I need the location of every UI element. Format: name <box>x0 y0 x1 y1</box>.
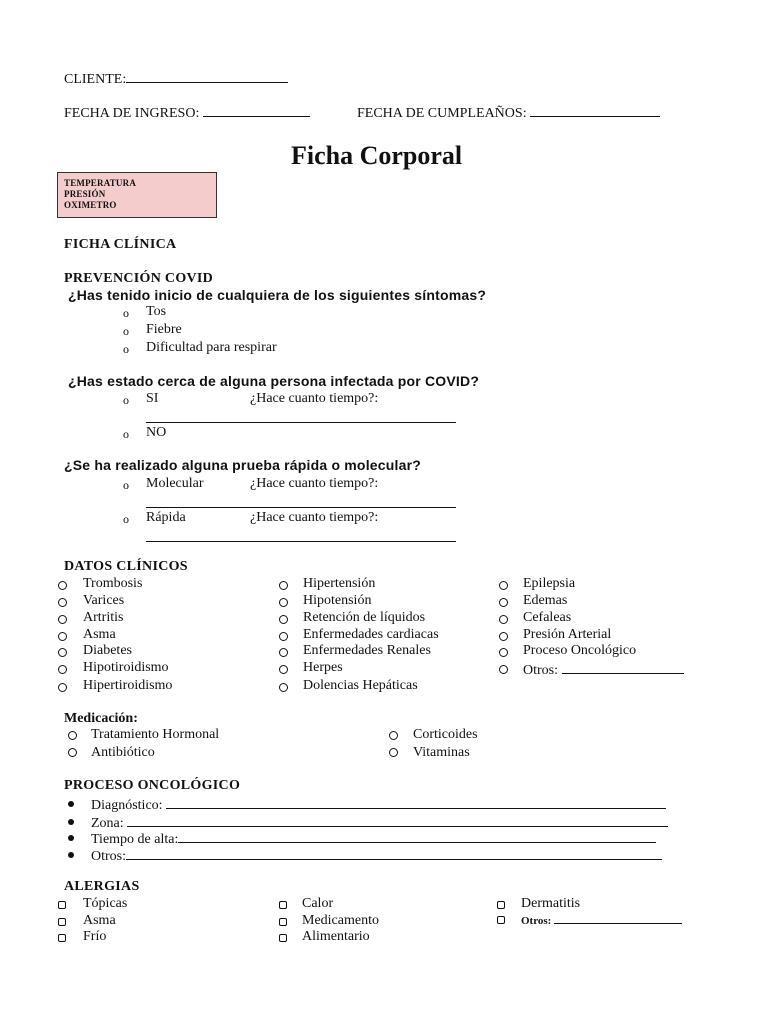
oncologico-line[interactable] <box>127 813 668 827</box>
datos-item: Epilepsia <box>523 576 576 591</box>
alergia-item: Asma <box>83 913 116 928</box>
checkbox-square-icon[interactable] <box>58 918 66 926</box>
checkbox-circle-icon[interactable] <box>68 731 77 740</box>
checkbox-square-icon[interactable] <box>497 916 505 924</box>
cliente-field[interactable] <box>64 69 288 88</box>
q2-option-no: NO <box>146 425 167 440</box>
fecha-cumple-line[interactable] <box>530 103 660 117</box>
checkbox-circle-icon[interactable] <box>58 683 67 692</box>
datos-item: Retención de líquidos <box>303 610 426 625</box>
otros-line[interactable] <box>554 912 682 924</box>
q3-hace-label: ¿Hace cuanto tiempo?: <box>250 476 379 491</box>
checkbox-circle-icon[interactable] <box>389 731 398 740</box>
checkbox-circle-icon[interactable] <box>58 632 67 641</box>
cliente-label: CLIENTE: <box>64 72 127 87</box>
checkbox-circle-icon[interactable] <box>499 648 508 657</box>
q3-molecular-line[interactable] <box>146 507 456 508</box>
circle-bullet-icon: o <box>123 478 129 492</box>
checkbox-circle-icon[interactable] <box>499 665 508 674</box>
checkbox-circle-icon[interactable] <box>279 581 288 590</box>
fecha-cumple-label: FECHA DE CUMPLEAÑOS: <box>357 106 527 121</box>
medicacion-item: Antibiótico <box>91 745 155 760</box>
datos-item: Enfermedades cardiacas <box>303 627 439 642</box>
datos-item: Herpes <box>303 660 343 675</box>
datos-clinicos-heading: DATOS CLÍNICOS <box>64 559 188 574</box>
vital-presion: PRESIÓN <box>64 189 106 199</box>
circle-bullet-icon: o <box>123 306 129 320</box>
covid-heading: PREVENCIÓN COVID <box>64 271 214 286</box>
q1-option: Tos <box>146 304 167 319</box>
q1-option: Fiebre <box>146 322 182 337</box>
checkbox-square-icon[interactable] <box>279 934 287 942</box>
circle-bullet-icon: o <box>123 342 129 356</box>
datos-item: Hipertiroidismo <box>83 678 173 693</box>
datos-item: Asma <box>83 627 116 642</box>
checkbox-circle-icon[interactable] <box>499 632 508 641</box>
ficha-clinica-heading: FICHA CLÍNICA <box>64 237 177 252</box>
datos-item: Enfermedades Renales <box>303 643 431 658</box>
q2-hace-label: ¿Hace cuanto tiempo?: <box>250 391 379 406</box>
checkbox-circle-icon[interactable] <box>499 598 508 607</box>
fecha-cumple-field[interactable] <box>357 103 660 122</box>
datos-item: Dolencias Hepáticas <box>303 678 418 693</box>
checkbox-circle-icon[interactable] <box>279 648 288 657</box>
checkbox-circle-icon[interactable] <box>279 615 288 624</box>
oncologico-label: Otros: <box>91 849 126 864</box>
oncologico-item <box>91 795 666 814</box>
otros-label: Otros: <box>521 915 552 927</box>
bullet-dot-icon <box>68 835 74 841</box>
checkbox-square-icon[interactable] <box>279 901 287 909</box>
q1-option: Dificultad para respirar <box>146 340 277 355</box>
circle-bullet-icon: o <box>123 393 129 407</box>
fecha-ingreso-field[interactable] <box>64 103 310 122</box>
checkbox-square-icon[interactable] <box>497 901 505 909</box>
circle-bullet-icon: o <box>123 512 129 526</box>
checkbox-circle-icon[interactable] <box>279 632 288 641</box>
datos-item: Diabetes <box>83 643 132 658</box>
oncologico-line[interactable] <box>126 846 662 860</box>
checkbox-square-icon[interactable] <box>58 901 66 909</box>
alergia-item: Calor <box>302 896 334 911</box>
otros-label: Otros: <box>523 663 558 678</box>
checkbox-circle-icon[interactable] <box>389 748 398 757</box>
datos-item: Proceso Oncológico <box>523 643 637 658</box>
medicacion-item: Corticoides <box>413 727 478 742</box>
oncologico-line[interactable] <box>178 829 656 843</box>
oncologico-label: Diagnóstico: <box>91 798 163 813</box>
oncologico-heading: PROCESO ONCOLÓGICO <box>64 778 241 793</box>
datos-item: Presión Arterial <box>523 627 612 642</box>
checkbox-circle-icon[interactable] <box>279 683 288 692</box>
cliente-line[interactable] <box>126 69 288 83</box>
datos-item: Hipotensión <box>303 593 372 608</box>
oncologico-line[interactable] <box>166 795 666 809</box>
bullet-dot-icon <box>68 801 74 807</box>
covid-q2: ¿Has estado cerca de alguna persona infectada por COVID? <box>68 373 480 389</box>
bullet-dot-icon <box>68 819 74 825</box>
checkbox-square-icon[interactable] <box>279 918 287 926</box>
fecha-ingreso-line[interactable] <box>203 103 310 117</box>
medicacion-item: Tratamiento Hormonal <box>91 727 220 742</box>
checkbox-circle-icon[interactable] <box>58 648 67 657</box>
alergia-otros <box>521 912 682 927</box>
page-title: Ficha Corporal <box>291 141 463 170</box>
alergia-item: Frío <box>83 929 107 944</box>
datos-item: Edemas <box>523 593 568 608</box>
checkbox-circle-icon[interactable] <box>58 665 67 674</box>
datos-item: Cefaleas <box>523 610 572 625</box>
checkbox-circle-icon[interactable] <box>279 665 288 674</box>
circle-bullet-icon: o <box>123 427 129 441</box>
alergia-item: Tópicas <box>83 896 128 911</box>
datos-item-otros <box>523 660 684 679</box>
checkbox-circle-icon[interactable] <box>58 615 67 624</box>
q2-answer-line[interactable] <box>146 422 456 423</box>
oncologico-label: Tiempo de alta: <box>91 832 179 847</box>
q3-rapida-line[interactable] <box>146 541 456 542</box>
alergia-item: Dermatitis <box>521 896 581 911</box>
covid-q1: ¿Has tenido inicio de cualquiera de los siguientes síntomas? <box>68 287 487 303</box>
vital-temperatura: TEMPERATURA <box>64 178 137 188</box>
alergia-item: Medicamento <box>302 913 379 928</box>
checkbox-circle-icon[interactable] <box>499 615 508 624</box>
medicacion-item: Vitaminas <box>413 745 470 760</box>
q3-hace-label: ¿Hace cuanto tiempo?: <box>250 510 379 525</box>
medicacion-heading: Medicación: <box>64 711 138 726</box>
q3-option-rapida: Rápida <box>146 510 186 525</box>
datos-item: Varices <box>83 593 125 608</box>
checkbox-circle-icon[interactable] <box>58 581 67 590</box>
checkbox-circle-icon[interactable] <box>499 581 508 590</box>
checkbox-circle-icon[interactable] <box>279 598 288 607</box>
datos-item: Trombosis <box>83 576 143 591</box>
otros-line[interactable] <box>562 660 684 674</box>
checkbox-circle-icon[interactable] <box>58 598 67 607</box>
circle-bullet-icon: o <box>123 324 129 338</box>
fecha-ingreso-label: FECHA DE INGRESO: <box>64 106 200 121</box>
datos-item: Hipotiroidismo <box>83 660 169 675</box>
vital-oximetro: OXIMETRO <box>64 200 117 210</box>
checkbox-square-icon[interactable] <box>58 934 66 942</box>
oncologico-label: Zona: <box>91 816 124 831</box>
checkbox-circle-icon[interactable] <box>68 748 77 757</box>
datos-item: Hipertensión <box>303 576 376 591</box>
vitals-box <box>57 172 217 218</box>
oncologico-item <box>91 846 662 865</box>
q3-option-molecular: Molecular <box>146 476 204 491</box>
q2-option-si: SI <box>146 391 159 406</box>
alergias-heading: ALERGIAS <box>64 879 140 894</box>
alergia-item: Alimentario <box>302 929 370 944</box>
covid-q3: ¿Se ha realizado alguna prueba rápida o molecular? <box>64 457 421 473</box>
datos-item: Artritis <box>83 610 124 625</box>
bullet-dot-icon <box>68 852 74 858</box>
